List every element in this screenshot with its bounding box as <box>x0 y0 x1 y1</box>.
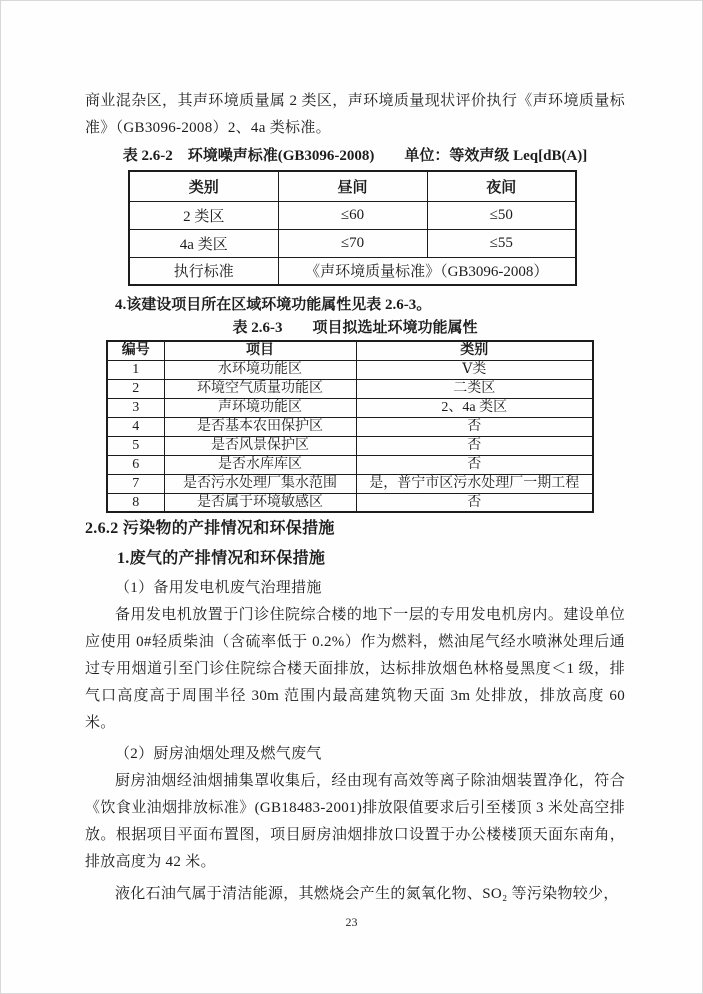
attr-col-category: 类别 <box>356 341 593 360</box>
table-row <box>129 201 576 229</box>
paragraph-lpg: 液化石油气属于清洁能源，其燃烧会产生的氮氧化物、SO₂ 等污染物较少， <box>115 886 619 902</box>
cell-number: 6 <box>107 455 164 474</box>
paragraph-generator: 备用发电机放置于门诊住院综合楼的地下一层的专用发电机房内。建设单位应使用 0#轻质柴油（含硫率低于 0.2%）作为燃料，燃油尾气经水喷淋处理后通过专用烟道引至门诊住院综合楼天面排放，达标排放烟色林格曼黑度＜1 级，排气口高度高于周围半径 30m 范围内最高建筑物天面 3m 处排放，排放高度 60 米。 <box>85 607 625 731</box>
cell-standard-label: 执行标准 <box>129 257 278 285</box>
cell-number: 4 <box>107 417 164 436</box>
page-content <box>85 88 625 908</box>
cell-item: 是否风景保护区 <box>164 436 356 455</box>
table-row <box>107 417 593 436</box>
cell-number: 3 <box>107 398 164 417</box>
table-row <box>107 474 593 493</box>
cell-number: 2 <box>107 379 164 398</box>
cell-category: 2 类区 <box>129 201 278 229</box>
intro-paragraph: 商业混杂区，其声环境质量属 2 类区，声环境质量现状评价执行《声环境质量标准》（GB3096-2008）2、4a 类标准。 <box>85 93 625 136</box>
cell-category: 否 <box>356 493 593 512</box>
cell-category: 4a 类区 <box>129 229 278 257</box>
cell-night-limit: ≤55 <box>427 229 576 257</box>
attr-col-number: 编号 <box>107 341 164 360</box>
cell-item: 是否污水处理厂集水范围 <box>164 474 356 493</box>
cell-category: 否 <box>356 417 593 436</box>
cell-number: 5 <box>107 436 164 455</box>
cell-night-limit: ≤50 <box>427 201 576 229</box>
noise-table-header-row <box>129 171 576 201</box>
noise-table-title: 表 2.6-2 环境噪声标准(GB3096-2008) 单位：等效声级 Leq[dB(A)] <box>122 148 588 164</box>
page-number: 23 <box>345 915 358 929</box>
note4-line: 4.该建设项目所在区域环境功能属性见表 2.6-3。 <box>115 297 432 313</box>
cell-item: 水环境功能区 <box>164 360 356 379</box>
cell-category: 二类区 <box>356 379 593 398</box>
section-heading: 2.6.2 污染物的产排情况和环保措施 <box>85 520 335 537</box>
cell-item: 是否属于环境敏感区 <box>164 493 356 512</box>
cell-standard-value: 《声环境质量标准》（GB3096-2008） <box>278 257 576 285</box>
noise-standard-table <box>128 170 577 286</box>
table-row <box>107 398 593 417</box>
cell-item: 环境空气质量功能区 <box>164 379 356 398</box>
noise-col-daytime: 昼间 <box>278 171 427 201</box>
noise-col-category: 类别 <box>129 171 278 201</box>
site-attribute-table <box>106 340 594 513</box>
cell-number: 1 <box>107 360 164 379</box>
table-row <box>129 229 576 257</box>
cell-category: 是，普宁市区污水处理厂一期工程 <box>356 474 593 493</box>
cell-category: 2、4a 类区 <box>356 398 593 417</box>
cell-item: 是否水库库区 <box>164 455 356 474</box>
item2-line: （2）厨房油烟处理及燃气废气 <box>115 746 322 762</box>
table-footer-row <box>129 257 576 285</box>
table-row <box>107 455 593 474</box>
cell-category: 否 <box>356 436 593 455</box>
attr-table-header-row <box>107 341 593 360</box>
attr-col-item: 项目 <box>164 341 356 360</box>
subsection-heading: 1.废气的产排情况和环保措施 <box>117 550 326 567</box>
cell-day-limit: ≤70 <box>278 229 427 257</box>
table-row <box>107 436 593 455</box>
cell-item: 是否基本农田保护区 <box>164 417 356 436</box>
cell-number: 7 <box>107 474 164 493</box>
table-row <box>107 379 593 398</box>
item1-line: （1）备用发电机废气治理措施 <box>115 580 322 596</box>
cell-day-limit: ≤60 <box>278 201 427 229</box>
table-row <box>107 360 593 379</box>
paragraph-kitchen-fume: 厨房油烟经油烟捕集罩收集后，经由现有高效等离子除油烟装置净化，符合《饮食业油烟排放标准》(GB18483-2001)排放限值要求后引至楼顶 3 米处高空排放。根据项目平面布置图，项目厨房油烟排放口设置于办公楼楼顶天面东南角，排放高度为 42 米。 <box>85 773 625 870</box>
cell-category: Ⅴ类 <box>356 360 593 379</box>
noise-col-night: 夜间 <box>427 171 576 201</box>
cell-category: 否 <box>356 455 593 474</box>
cell-number: 8 <box>107 493 164 512</box>
cell-item: 声环境功能区 <box>164 398 356 417</box>
attr-table-title: 表 2.6-3 项目拟选址环境功能属性 <box>232 320 478 336</box>
table-row <box>107 493 593 512</box>
